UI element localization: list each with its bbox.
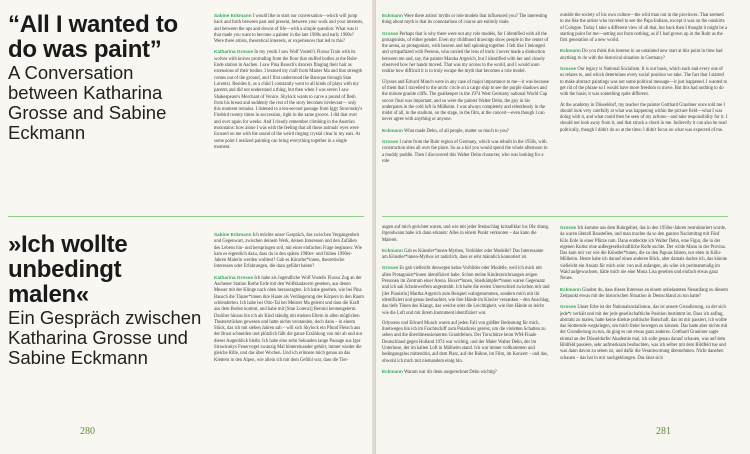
dialogue-paragraph (560, 66, 728, 98)
german-text-column (214, 232, 364, 368)
speaker-name: Sabine Eckmann (214, 232, 252, 237)
dialogue-paragraph (382, 265, 550, 316)
speaker-name: Grosse (560, 225, 577, 230)
paragraph-text: Ulysses and Edvard Munch were in any case of major importance to me—it was because of them that I travelled to the arctic circle on a cargo ship to see the purple shadows and the minute granite cliffs. The goalkeeper in the 1974 West Germany national World Cup soccer final was important, and so were the painter Walter Dehn, the guy in his underpants in the cold loft in Mülheim. I was always completely and relentlessly in the midst of all, in the stadium, on the stage, in the film, at the concert—even though I can never agree with anything or anyone. (382, 79, 549, 123)
dialogue-paragraph (560, 304, 728, 362)
dialogue-paragraph (560, 103, 728, 134)
dialogue-paragraph (382, 80, 550, 124)
speaker-name: Grosse (382, 30, 399, 36)
dialogue-paragraph (214, 232, 364, 271)
dialogue-paragraph (382, 321, 550, 365)
section-divider-rule (8, 216, 364, 217)
dialogue-paragraph (560, 13, 728, 44)
paragraph-text: At the academy in Düsseldorf, my teacher the painter Gotthard Graubner once told me I should look very carefully at what was happening within the picture field—what I was doing with it, and what could then be seen of my actions—and take responsibility for it. I should not look away from it, and that struck a chord in me. Indirectly it can also be read politically, though I didn't do so at the time; I didn't focus on what was expected of me. (560, 102, 728, 133)
section-divider-rule (382, 216, 728, 217)
subtitle-english: A Conversation between Katharina Grosse and Sabine Eckmann (8, 62, 167, 143)
speaker-name: Grosse (560, 66, 577, 72)
title-block-english (8, 12, 203, 143)
german-text-column-2 (560, 225, 728, 366)
speaker-name: Eckmann (382, 368, 403, 374)
paragraph-text: Ich möchte unser Gespräch, das zwischen Vergangenheit und Gegenwart, zwischen deinem Werk, deinen Interessen und den Zufällen des Lebens hin- und herspringen soll, mit einer einfachen Frage beginnen: Wie kam es eigentlich dazu, dass du in den späten 1980er- und frühen 1990er-Jahren Malerin werden wolltest? Gab es Künstler*innen, theoretische Interessen oder Erfahrungen, die dazu geführt haben? (214, 233, 362, 270)
paragraph-text: I would like to start our conversation—which will jump back and forth between past and present, between your work and your interests, and between the ups and downs of life—with a simple question: What was it that made you want to become a painter in the late 1980s and early 1980s? Were there artists, theoretical interests, or experiences that led to this? (214, 14, 364, 45)
paragraph-text: Were there artists' myths or role models that influenced you? The interesting thing about myth is that its connotations of course are entirely male. (382, 14, 548, 26)
speaker-name: Eckmann (382, 127, 403, 133)
paragraph-text: I came from the Ruhr region of Germany, which was rebuilt in the 1950s, with construction sites all over the place. So as a kid you would spend the whole afternoon in a muddy puddle. Then I discovered this Walter Dehn character, who was looking for a role (382, 140, 548, 164)
speaker-name: Eckmann (382, 13, 403, 18)
left-page (0, 0, 374, 454)
title-block-german (8, 232, 203, 368)
title-quote-english: “All I wanted to do was paint” (8, 11, 178, 63)
dialogue-paragraph (560, 225, 728, 283)
paragraph-text: Ich habe als Jugendliche Wolf Vostells Fluxus Zug an der Aachener Station Rothe Erde mit den Wolfskadavern gesehen, aus denen Messer mit der Klinge nach oben herausragten. Ich habe gesehen, wie bei Pina Bausch die Tänzer*innen ihre Haare als Verlängerung des Körpers in den Raum schleuderten. Ich habe bei Otto-Tal bei Meister Ma gelernt und dass die Kraft aus dem Boden kommt, und habe mit [Stan Lorenzi] Bernini kennengelernt. Darüber hinaus bin ich als Kind ständig mit meinen Eltern in allen möglichen Theaterstücken gewesen und hatte nichts verstanden, doch dann – in einem Stück, das ich mit sieben Jahren sah – will sich Shylock ein Pfund Fleisch aus der Brust schneiden und plötzlich fällt die ganze Erzählung von mir ab und nur dieser Augenblick bleibt. Ich habe eine zehn Sekunden lange Passage aus Igor Strawinskys Feuervogel zwanzig Mal hintereinander gehört, immer wieder die gleiche Rille, und das über Wochen. Und ich erinnere mich genau an das Klettern in den Alpen, wie allein ich mit dem Gefühl war, dass die Tier- (214, 275, 364, 363)
dialogue-paragraph (560, 48, 728, 62)
dialogue-paragraph (214, 49, 364, 151)
paragraph-text: What made Dehn, of all people, matter so much to you? (403, 128, 509, 134)
paragraph-text: Gab es Künstler*innen-Mythen, Vorbilder oder Modelle? Das Interessante am Künstler*innen-Mythos ist natürlich, dass er sehr männlich konnotiert ist. (382, 248, 544, 261)
dialogue-paragraph (382, 31, 550, 76)
dialogue-paragraph (382, 369, 550, 376)
dialogue-paragraph (214, 275, 364, 364)
speaker-name: Eckmann (382, 247, 403, 253)
paragraph-text: outside the society of his own culture—the wild man out in the provinces. That seemed to me like the artists who traveled to see the Papa Indians, except it was on the outskirts of Cologne. Today I take a different view of all that, but back then I thought it might be a starting point for me—setting out from nothing, as if I had grown up in the Ruhr as the first generation of a new world. (560, 13, 728, 44)
paragraph-text: Perhaps that is why there were not any role models, for I identified with all the protagonists, of either gender. Even my childhood drawings show people in the center of the arena, as protagonists, with heaven and hell spinning together. I felt like I belonged and sympathized with Perseus, who carried the lens of truth. I never made a distinction between me and, say, the painter Marsha Argerich, but I identified with her and closely observed how her hands moved. That was my access to the world, and I would soon realize how difficult it is to truly escape the myth that becomes a role model. (382, 31, 549, 75)
dialogue-paragraph (382, 248, 550, 262)
german-text-column-1 (382, 225, 550, 380)
paragraph-text: Odysseus und Edvard Munch waren auf jeden Fall von größter Bedeutung für mich, ihretwegen bin ich im Frachtschiff zum Polarkreis gereist, um die violetten Schatten zu sehen und die überdimensionierten Granitfelsen. Der Torschütze beim WM-Finale Deutschland gegen Holland 1974 war wichtig, und der Maler Walter Dehn, der im Unterhose, der im kalten Loft in Mülheim stand. Ich war immer vollkommen und bedingungslos mittendrin, auf dem Platz, auf der Bühne, im Film, im Konzert – und das, obwohl ich mich mit niemandem einig bin. (382, 320, 548, 364)
paragraph-text: Es gab vielleicht deswegen keine Vorbilder oder Modelle, weil ich mich mit allen Protagonist*innen identifiziert habe. Schon meine Kinderzeichnungen zeigen Personen im Zentrum einer Arena. Boxer*innen, Stierkämpfer*innen waren Gegensatz und ich sah Scheinwerfern angestrahlt. Ich habe die ersten Unterschied zwischen mir und [der Pianistin] Martha Argerich zum Beispiel wahrgenommen, sondern mich mit ihr identifiziert und genau beobachtet, wie ihre Hände im Klavier versanken – den Anschlag, das tiefe Tönen des Klangs, das weiche oder die Leichtigkeit, wie ihre Hände so leicht wie die Luft und mit ihrem Instrument identifiziert war. (382, 266, 550, 316)
page-number-left: 280 (80, 426, 95, 437)
paragraph-text: Ich komme aus dem Ruhrgebiet, das in den 1950er-Jahren restrukturiert wurde, da waren überall Baustellen, und man machte da so den ganzen Nachmittag mit Fünf Kilo Erde in einer Pfütze rum. Dann entdeckte ich Walter Dehn, eine Figur, die in der eigenen Kultur eine außergesellschaftliche Rolle suchte. Der wilde Mann in der Provinz. Das kam mir vor wie die Künstler*innen, die zu den Papuas fahren, nur eben in Köln-Mülheim. Heute habe ich darauf einen anderen Blick, aber damals dachte ich, das könnte vielleicht ein Ansatz für mich sein: von null anfangen, als wäre ich perimammalig im Wald aufgewachsen, hätte mich nie eine Mona Lisa gesehen und einfach etwas ganz Neues. (560, 226, 728, 282)
paragraph-text: Unser Erbe ist der Nationalsozialismus, das ist unsere Grundierung, zu der sich jede*r verhält und mit der jede gesellschaftliche Position bestimmt ist. Dass ich anfing, abstrakt zu malen, hatte keine direkte politische Botschaft, das ist mir passiert, ich wollte das Stotternde wegkriegen, um mich freier bewegen zu können. Das hatte aber nichts mit der Grundierung zu tun, da ging es um etwas ganz anderes. Gotthard Graubner sagte einmal an der Düsseldorfer Akademie mal, ich solle genau darauf schauen, was auf dem Bildfeld passiere, sehr aufmerksam beobachten, was ich selber mit dem Bildfeld tue und was dann davon zu sehen ist, und dafür die Verantwortung übernehmen. Nicht daneben schauen – das hat in mir nachgeklungen. Das lässt sich (560, 305, 728, 361)
speaker-name: Sabine Eckmann (214, 13, 252, 18)
paragraph-text: Warum war dir denn ausgerechnet Dehn wichtig? (403, 369, 497, 375)
speaker-name: Eckmann (560, 286, 581, 292)
dialogue-paragraph (560, 287, 728, 301)
dialogue-paragraph (382, 225, 550, 244)
paragraph-text: Do you think this interest in an untainted new start at this point in time had anything to do with the historical situation in Germany? (560, 49, 723, 61)
english-text-column (214, 13, 364, 155)
dialogue-paragraph (382, 13, 550, 27)
subtitle-german: Ein Gespräch zwischen Katharina Grosse und Sabine Eckmann (8, 307, 202, 368)
page-number-right: 281 (656, 426, 671, 437)
dialogue-paragraph (382, 128, 550, 135)
english-text-column-2 (560, 13, 728, 138)
paragraph-text: Glaubst du, dass dieses Interesse an einem unbelasteten Neuanfang zu diesem Zeitpunkt etwas mit der historischen Situation in Deutschland zu tun hatte? (560, 287, 728, 299)
right-page (376, 0, 750, 454)
title-quote-german: »Ich wollte unbedingt malen« (8, 231, 128, 308)
english-text-column-1 (382, 13, 550, 169)
paragraph-text: In my youth I saw Wolf Vostell's Fluxus Train with its wolves with knives protruding from the floor that stuffed bodies at the Ruhr-Ende station in Aachen. I saw Pina Bausch's dancers flinging their hair as extensions of their bodies. I learned my craft from Master Ma and that strength comes out of the ground, and I first understood the Baroque through Stan Lorentzi. Besides it, as a child I constantly went to all kinds of plays with my parents and did not understand a thing, but then when I was seven I saw Shakespeare's Merchant of Venice. Shylock wants to carve a pound of flesh from his breast and suddenly the rest of the story becomes irrelevant— only this moment remains. I listened to a ten-second passage from Iggy Stravinsky's Firebird twenty times in succession, right in the same groove. I did that over and over again for weeks. And I clearly remember climbing in the Austrian mountains: how alone I was with the feeling that all those animals' eyes were focused on me with the sound of the weird ringing crystal clear in my ears. At some point I realized painting can bring everything together in a single moment. (214, 50, 363, 150)
dialogue-paragraph (382, 139, 550, 165)
speaker-name: Eckmann (560, 48, 581, 54)
paragraph-text: Our legacy is National Socialism. It is our basis, which each and every one of us relates to, and which determines every social position we take. The fact that I started to make abstract paintings was not some political message—it just happened. I wanted to get rid of the phrase so I would have more freedom to move. But this had nothing to do with the basis; it was something quite different. (560, 67, 728, 98)
speaker-name: Grosse (560, 304, 577, 310)
paragraph-text: augen auf mich gerichtet waren, und wie mir jeder Steinschlag kristallklar ins Ohr drang. Irgendwann habe ich dann erkannt: Alles in einem Punkt verknoten – das kann die Malerei. (382, 225, 550, 243)
speaker-name: Katharina Grosse (214, 274, 254, 280)
speaker-name: Grosse (382, 265, 399, 271)
speaker-name: Katharina Grosse (214, 49, 254, 55)
dialogue-paragraph (214, 13, 364, 45)
speaker-name: Grosse (382, 139, 399, 145)
